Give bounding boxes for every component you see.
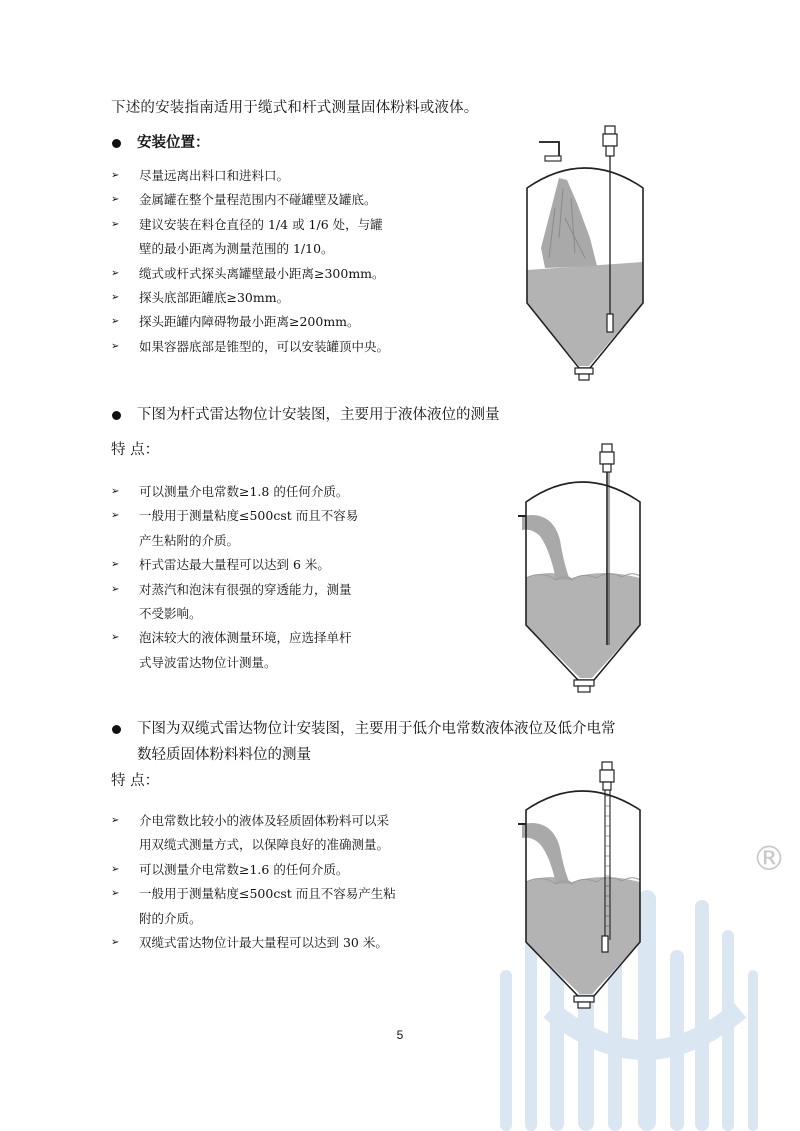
arrow-bullet-icon: ➢ [111, 316, 120, 328]
figure-silo-solid [515, 118, 665, 388]
arrow-bullet-icon: ➢ [111, 218, 120, 230]
page-number: 5 [396, 1028, 404, 1042]
list-item-continuation: 附的介质。 [139, 910, 202, 926]
arrow-bullet-icon: ➢ [111, 292, 120, 304]
list-item-continuation: 壁的最小距离为测量范围的 1/10。 [139, 241, 334, 257]
section3-heading-line2: 数轻质固体粉料料位的测量 [137, 747, 311, 763]
figure-tank-double-cable [512, 760, 667, 1015]
list-item: ➢ 金属罐在整个量程范围内不碰罐壁及罐底。 [111, 188, 389, 212]
arrow-bullet-icon: ➢ [111, 888, 120, 900]
list-item: ➢ 尽量远离出料口和进料口。 [111, 164, 389, 188]
list-item: ➢ 可以测量介电常数≥1.8 的任何介质。 [111, 480, 358, 504]
arrow-bullet-icon: ➢ [111, 170, 120, 181]
arrow-bullet-icon: ➢ [111, 559, 120, 571]
section3-features-label: 特 点： [111, 773, 160, 789]
arrow-bullet-icon: ➢ [111, 815, 120, 826]
bullet-dot-icon [112, 139, 121, 148]
section2-heading-text: 下图为杆式雷达物位计安装图，主要用于液体液位的测量 [137, 407, 500, 423]
bullet-dot-icon [112, 411, 121, 420]
section2-heading [111, 402, 500, 428]
list-item: ➢ 缆式或杆式探头离罐壁最小距离≥300mm。 [111, 262, 389, 286]
section3-list [111, 809, 396, 955]
list-item: ➢ 可以测量介电常数≥1.6 的任何介质。 [111, 858, 396, 882]
list-item-continuation: 产生粘附的介质。 [139, 532, 240, 548]
section2-features-label: 特 点： [111, 442, 160, 458]
section1-heading-text: 安装位置： [137, 134, 210, 151]
list-item: ➢ 探头距罐内障碍物最小距离≥200mm。 [111, 310, 389, 334]
section1-heading [111, 130, 210, 156]
list-item: ➢ 如果容器底部是锥型的，可以安装罐顶中央。 [111, 335, 389, 359]
intro-text: 下述的安装指南适用于缆式和杆式测量固体粉料或液体。 [111, 100, 479, 116]
list-item: ➢ 一般用于测量粘度≤500cst 而且不容易产生粘 [111, 882, 396, 906]
list-item-continuation: 用双缆式测量方式，以保障良好的准确测量。 [139, 837, 390, 853]
section2-list [111, 480, 358, 675]
list-item: ➢ 泡沫较大的液体测量环境，应选择单杆 [111, 626, 358, 650]
arrow-bullet-icon: ➢ [111, 486, 120, 497]
list-item: ➢ 介电常数比较小的液体及轻质固体粉料可以采 [111, 809, 396, 833]
list-item: ➢ 杆式雷达最大量程可以达到 6 米。 [111, 553, 358, 577]
arrow-bullet-icon: ➢ [111, 194, 120, 206]
arrow-bullet-icon: ➢ [111, 937, 120, 949]
arrow-bullet-icon: ➢ [111, 632, 120, 644]
bullet-dot-icon [112, 725, 121, 734]
list-item: ➢ 探头底部距罐底≥30mm。 [111, 286, 389, 310]
list-item: ➢ 建议安装在料仓直径的 1/4 或 1/6 处，与罐 [111, 213, 389, 237]
list-item: ➢ 一般用于测量粘度≤500cst 而且不容易 [111, 504, 358, 528]
arrow-bullet-icon: ➢ [111, 267, 120, 279]
arrow-bullet-icon: ➢ [111, 583, 120, 595]
section1-list [111, 164, 389, 359]
list-item: ➢ 双缆式雷达物位计最大量程可以达到 30 米。 [111, 931, 396, 955]
list-item-continuation: 式导波雷达物位计测量。 [139, 654, 277, 670]
arrow-bullet-icon: ➢ [111, 340, 120, 352]
list-item-continuation: 不受影响。 [139, 606, 202, 622]
arrow-bullet-icon: ➢ [111, 863, 120, 875]
figure-tank-rod [512, 440, 667, 700]
registered-mark: ® [752, 839, 786, 879]
list-item: ➢ 对蒸汽和泡沫有很强的穿透能力，测量 [111, 578, 358, 602]
arrow-bullet-icon: ➢ [111, 510, 120, 522]
section3-heading-line1: 下图为双缆式雷达物位计安装图，主要用于低介电常数液体液位及低介电常 [137, 721, 616, 737]
